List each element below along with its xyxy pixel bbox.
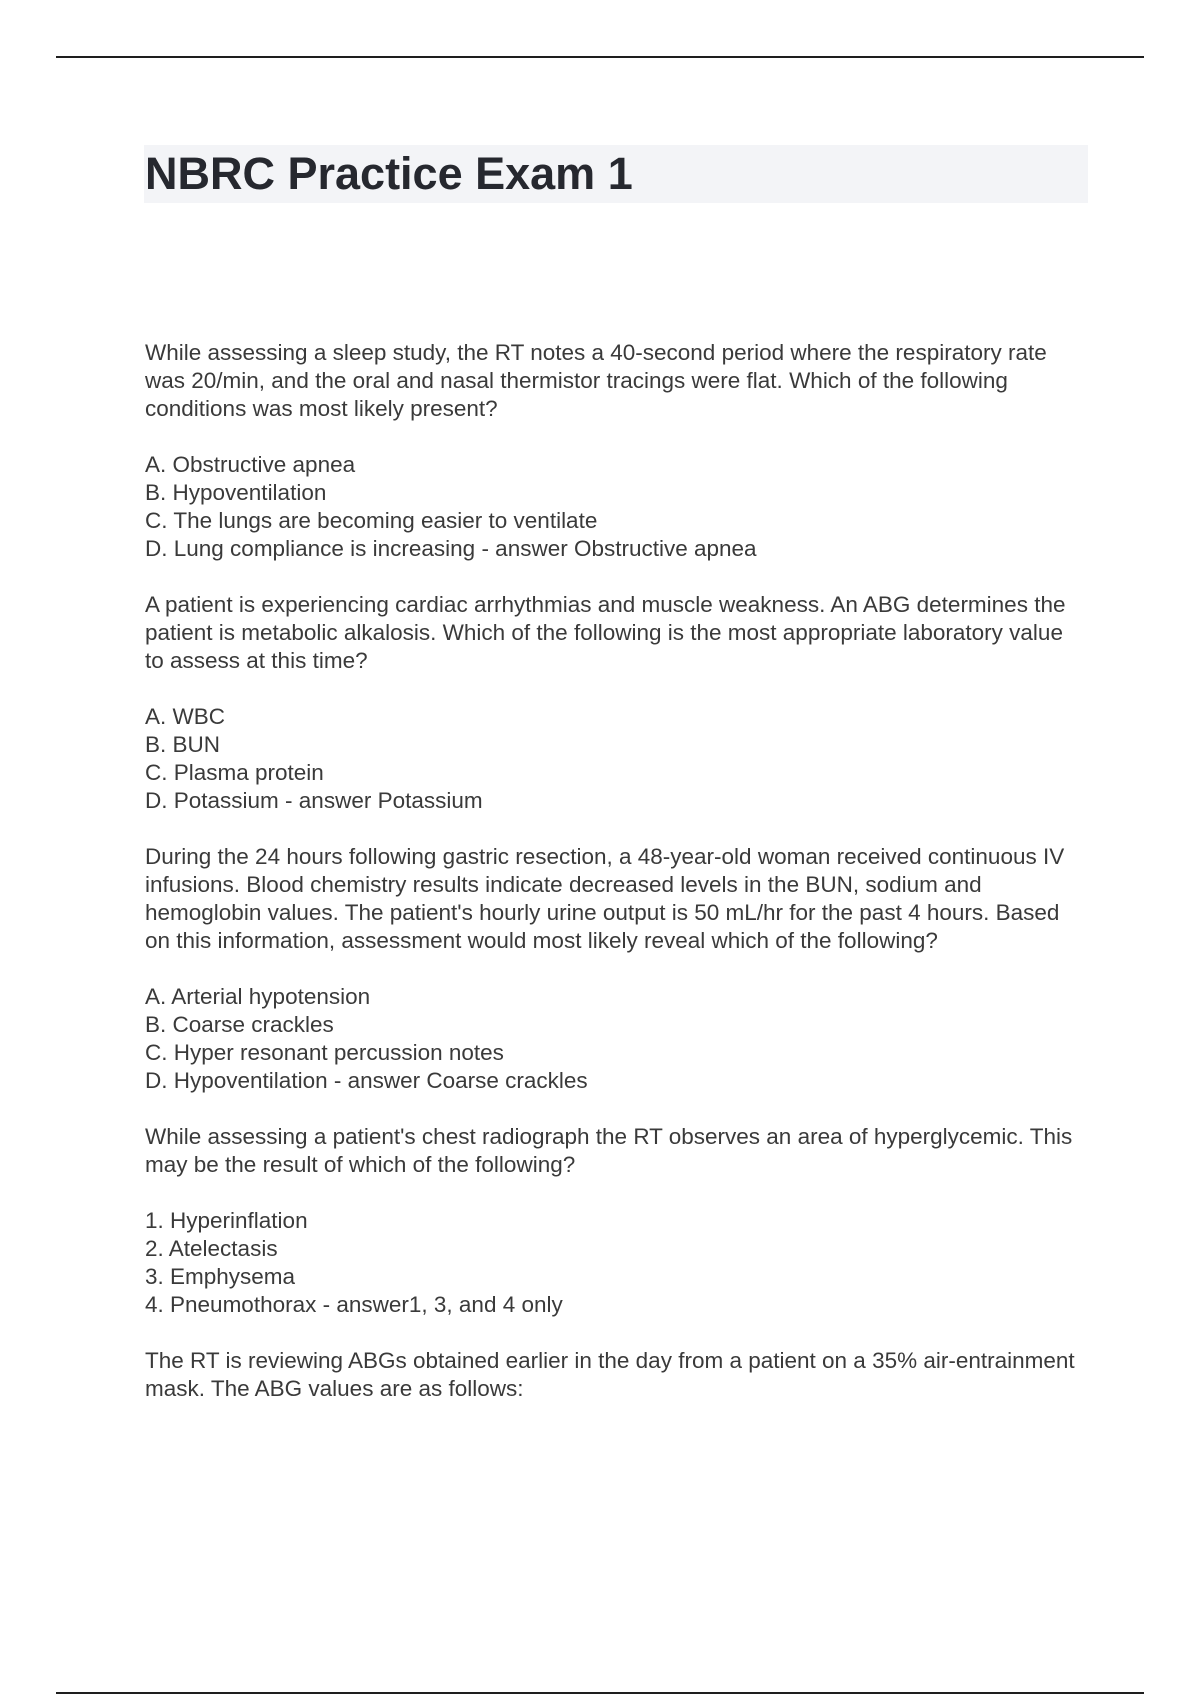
answer-text: - answer Potassium [278,788,483,813]
option-item: C. Hyper resonant percussion notes [145,1040,504,1065]
question-block [145,339,1075,563]
option-list [145,983,1075,1095]
option-item: B. Hypoventilation [145,480,327,505]
option-item: B. BUN [145,732,221,757]
question-stem: While assessing a sleep study, the RT notes a 40-second period where the respiratory rate was 20/min, and the oral and nasal thermistor tracings were flat. Which of the following conditions was most likely present? [145,340,1047,421]
option-item: 3. Emphysema [145,1264,296,1289]
question-stem: During the 24 hours following gastric resection, a 48-year-old woman received continuous IV infusions. Blood chemistry results indicate decreased levels in the BUN, sodium and hemoglobin values. The patient's hourly urine output is 50 mL/hr for the past 4 hours. Based on this information, assessment would most likely reveal which of the following? [145,844,1065,953]
answer-text: - answer Obstructive apnea [475,536,757,561]
bottom-divider [56,1692,1144,1694]
question-stem: While assessing a patient's chest radiograph the RT observes an area of hyperglycemic. This may be the result of which of the following? [145,1124,1073,1177]
answer-text: - answer1, 3, and 4 only [316,1292,563,1317]
option-item: C. Plasma protein [145,760,324,785]
option-item: 1. Hyperinflation [145,1208,308,1233]
option-list [145,703,1075,815]
option-text: D. Lung compliance is increasing [145,536,476,561]
page-title: NBRC Practice Exam 1 [145,148,633,199]
option-item: A. Obstructive apnea [145,452,356,477]
option-item-with-answer [145,535,1075,563]
option-list [145,1207,1075,1319]
option-item-with-answer [145,787,1075,815]
question-stem: The RT is reviewing ABGs obtained earlier in the day from a patient on a 35% air-entrainment mask. The ABG values are as follows: [145,1348,1075,1401]
option-list [145,451,1075,563]
option-item: 2. Atelectasis [145,1236,278,1261]
option-item-with-answer [145,1291,1075,1319]
option-item-with-answer [145,1067,1075,1095]
option-item: A. WBC [145,704,226,729]
option-text: 4. Pneumothorax [145,1292,317,1317]
question-block [145,843,1075,1095]
option-item: B. Coarse crackles [145,1012,334,1037]
option-text: D. Potassium [145,788,279,813]
question-block [145,591,1075,815]
question-stem: A patient is experiencing cardiac arrhythmias and muscle weakness. An ABG determines the patient is metabolic alkalosis. Which of the following is the most appropriate laboratory value to assess at this time? [145,592,1066,673]
top-divider [56,56,1144,58]
answer-text: - answer Coarse crackles [327,1068,588,1093]
exam-content [145,339,1075,1431]
option-text: D. Hypoventilation [145,1068,328,1093]
question-block [145,1123,1075,1319]
question-block [145,1347,1075,1403]
option-item: A. Arterial hypotension [145,984,371,1009]
option-item: C. The lungs are becoming easier to ventilate [145,508,598,533]
